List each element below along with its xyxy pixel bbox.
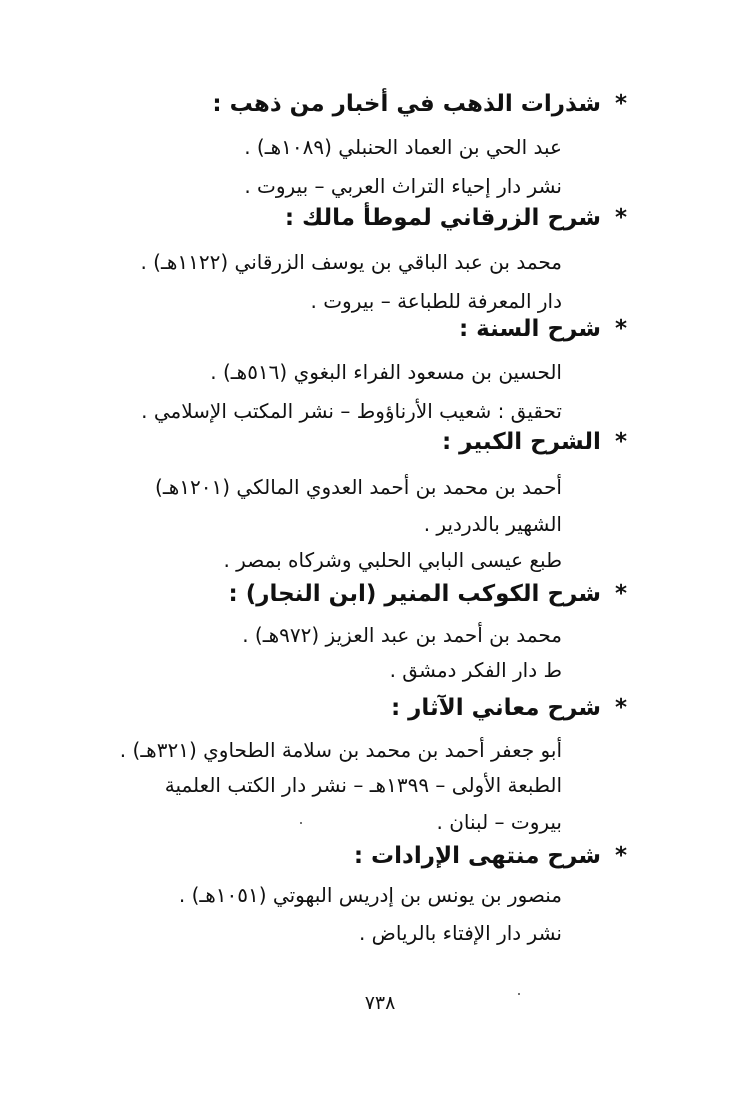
entry-line: أبو جعفر أحمد بن محمد بن سلامة الطحاوي (٣٢١هـ) .: [119, 738, 562, 762]
entry-heading: [212, 93, 627, 116]
bullet-marker: *: [614, 695, 627, 721]
entry-line: منصور بن يونس بن إدريس البهوتي (١٠٥١هـ) .: [178, 883, 562, 907]
entry-heading: [229, 583, 627, 606]
entry-heading: [391, 697, 627, 720]
entry-line: دار المعرفة للطباعة – بيروت .: [310, 289, 562, 313]
bullet-marker: *: [614, 316, 627, 342]
heading-text: الشرح الكبير :: [441, 429, 601, 455]
entry-line: عبد الحي بن العماد الحنبلي (١٠٨٩هـ) .: [244, 135, 562, 159]
heading-text: شرح السنة :: [458, 316, 601, 342]
entry-line: الشهير بالدردير .: [423, 512, 562, 536]
entry-line: الحسين بن مسعود الفراء البغوي (٥١٦هـ) .: [210, 360, 562, 384]
entry-line: أحمد بن محمد بن أحمد العدوي المالكي (١٢٠١هـ): [155, 475, 562, 499]
entry-line: بيروت – لبنان .: [436, 810, 562, 834]
heading-text: شرح منتهى الإرادات :: [353, 843, 601, 869]
entry-line: نشر دار الإفتاء بالرياض .: [358, 921, 562, 945]
heading-text: شرح الكوكب المنير (ابن النجار) :: [228, 581, 601, 607]
scan-speck: [518, 993, 520, 995]
entry-line: الطبعة الأولى – ١٣٩٩هـ – نشر دار الكتب العلمية: [164, 773, 562, 797]
entry-line: محمد بن عبد الباقي بن يوسف الزرقاني (١١٢٢هـ) .: [140, 250, 562, 274]
entry-line: طبع عيسى البابي الحلبي وشركاه بمصر .: [223, 548, 562, 572]
scan-speck: [300, 822, 302, 824]
page-number: ٧٣٨: [364, 992, 396, 1014]
entry-line: تحقيق : شعيب الأرناؤوط – نشر المكتب الإسلامي .: [141, 399, 562, 423]
heading-text: شرح الزرقاني لموطأ مالك :: [284, 205, 601, 231]
entry-line: نشر دار إحياء التراث العربي – بيروت .: [244, 174, 562, 198]
entry-heading: [285, 207, 627, 230]
entry-line: ط دار الفكر دمشق .: [389, 658, 562, 682]
entry-heading: [442, 431, 627, 454]
entry-heading: [354, 845, 627, 868]
bullet-marker: *: [614, 429, 627, 455]
heading-text: شذرات الذهب في أخبار من ذهب :: [212, 91, 601, 117]
entry-heading: [459, 318, 627, 341]
bullet-marker: *: [614, 581, 627, 607]
bullet-marker: *: [614, 91, 627, 117]
bullet-marker: *: [614, 843, 627, 869]
heading-text: شرح معاني الآثار :: [390, 695, 601, 721]
entry-line: محمد بن أحمد بن عبد العزيز (٩٧٢هـ) .: [242, 623, 562, 647]
bullet-marker: *: [614, 205, 627, 231]
